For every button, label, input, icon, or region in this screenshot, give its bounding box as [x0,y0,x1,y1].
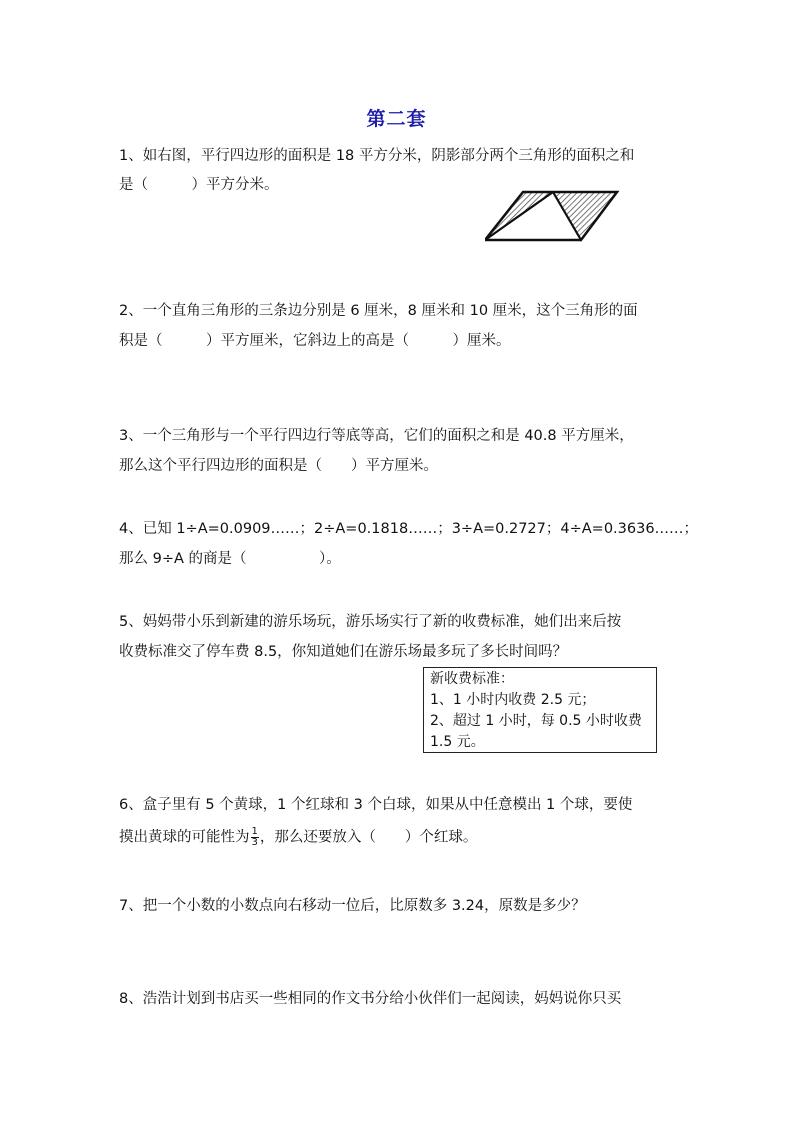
question-2-line-2: 积是（ ）平方厘米，它斜边上的高是（ ）厘米。 [119,333,511,349]
fee-box-rule-2: 2、超过 1 小时，每 0.5 小时收费 [430,713,642,729]
question-1-line-1: 1、如右图，平行四边形的面积是 18 平方分米，阴影部分两个三角形的面积之和 [119,148,635,164]
parallelogram-figure-icon [485,188,621,244]
fee-box-rule-2-cont: 1.5 元。 [430,734,485,750]
fee-standard-box [423,667,657,753]
question-4-line-2: 那么 9÷A 的商是（ ）。 [119,551,341,567]
question-8-line-1: 8、浩浩计划到书店买一些相同的作文书分给小伙伴们一起阅读，妈妈说你只买 [119,991,622,1007]
question-3-line-2: 那么这个平行四边形的面积是（ ）平方厘米。 [119,458,438,474]
question-7-line-1: 7、把一个小数的小数点向右移动一位后，比原数多 3.24，原数是多少？ [119,898,586,914]
question-6-text-a: 摸出黄球的可能性为 [119,829,250,846]
fee-box-rule-1: 1、1 小时内收费 2.5 元； [430,692,596,708]
question-5-line-1: 5、妈妈带小乐到新建的游乐场玩，游乐场实行了新的收费标准，她们出来后按 [119,614,622,630]
question-6-line-2 [119,827,477,848]
question-2-line-1: 2、一个直角三角形的三条边分别是 6 厘米，8 厘米和 10 厘米，这个三角形的面 [119,303,638,319]
page-title: 第二套 [366,108,427,130]
fee-box-heading: 新收费标准： [430,671,514,687]
question-6-line-1: 6、盒子里有 5 个黄球，1 个红球和 3 个白球，如果从中任意模出 1 个球，要使 [119,797,633,813]
question-5-line-2: 收费标准交了停车费 8.5，你知道她们在游乐场最多玩了多长时间吗？ [119,644,568,660]
question-4-line-1: 4、已知 1÷A=0.0909……；2÷A=0.1818……；3÷A=0.2727；4÷A=0.3636……； [119,521,699,537]
fraction-one-third: $\frac{1}{3}$ [251,826,258,848]
question-1-line-2: 是（ ）平方分米。 [119,177,279,193]
question-3-line-1: 3、一个三角形与一个平行四边行等底等高，它们的面积之和是 40.8 平方厘米， [119,428,634,444]
question-6-text-b: ，那么还要放入（ ）个红球。 [259,829,478,846]
